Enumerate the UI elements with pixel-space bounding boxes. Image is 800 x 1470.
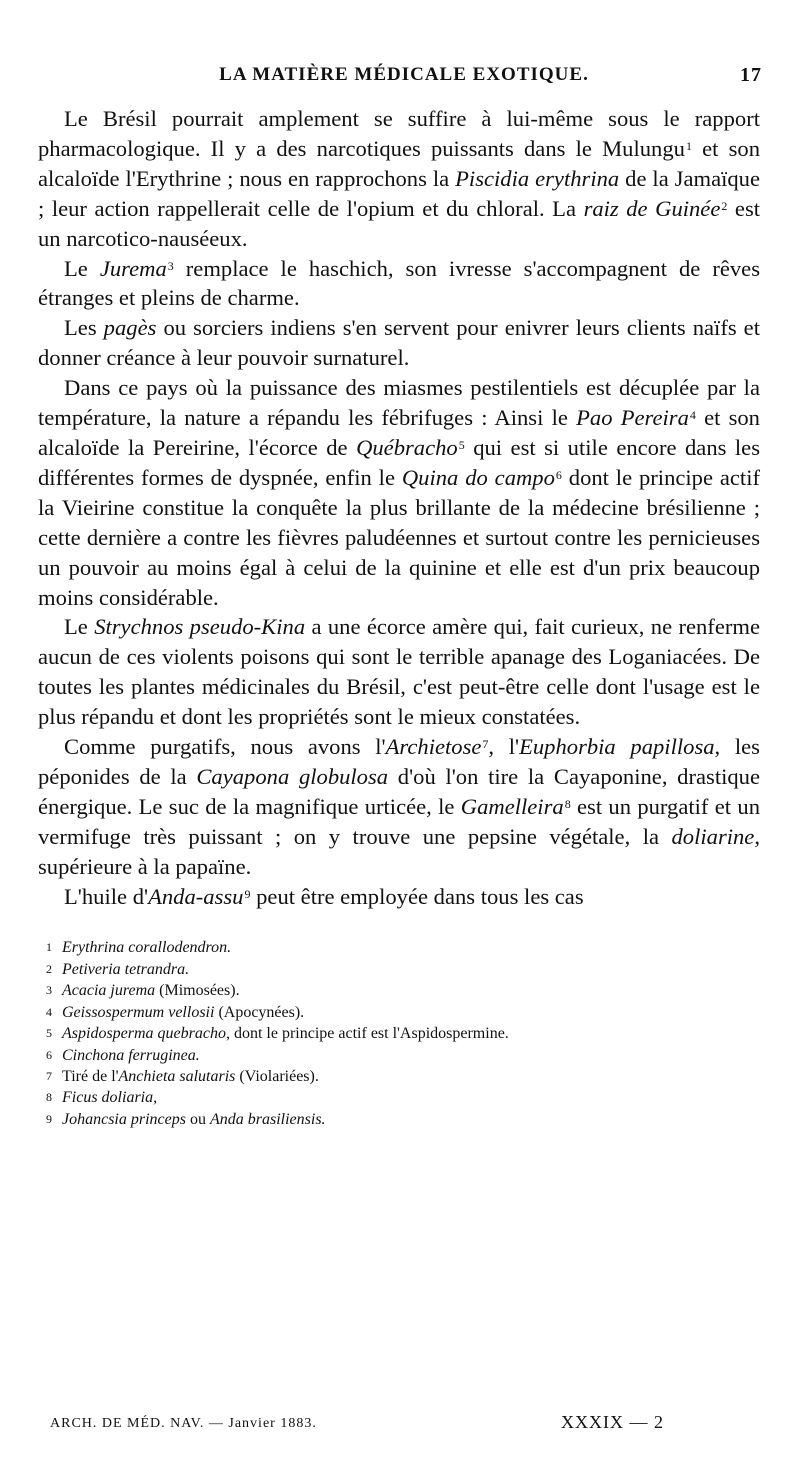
italic-term: doliarine [671,823,755,849]
text-run: de la Jamaïque ; leur action rappellerait celle de l'opium et du chloral. La [38,165,760,221]
paragraph [38,104,760,254]
footer-volume-sheet: XXXIX — 2 [561,1412,664,1432]
footnote-ref: 9 [244,886,251,901]
footnote [46,1087,760,1108]
text-run: ou [185,1110,210,1128]
text-run: est un purgatif et un vermifuge très puissant ; on y trouve une pepsine végétale, la [38,793,760,849]
text-run: Le [64,255,100,281]
paragraph [38,732,760,882]
text-run: , l' [488,734,520,760]
italic-term: Quina do campo [401,464,555,490]
text-run: dont le principe actif la Vieirine constitue la conquête la plus brillante de la médecine brésilienne ; cette dernière a contre les fièvres paludéennes et surtout contre les pernicieuses un pouvoir au moins égal à celui de la quinine et elle est d'un prix beaucoup moins considérable. [38,464,760,610]
footnote [46,1002,760,1023]
running-title: LA MATIÈRE MÉDICALE EXOTIQUE. [219,64,589,85]
text-run: , supérieure à la papaïne. [38,823,760,879]
italic-term: Anchieta salutaris [118,1067,236,1085]
paragraph [38,882,760,912]
text-run: et son alcaloïde l'Erythrine ; nous en rapprochons la [38,135,760,191]
italic-term: Cayapona globulosa [196,763,389,789]
footnote-ref: 7 [482,737,489,752]
italic-term: Pao Pereira [576,405,689,431]
italic-term: pagès [103,315,157,341]
footnote [46,1023,760,1044]
footnote [46,1109,760,1130]
text-run: , les péponides de la [38,734,760,789]
footnote-number: 5 [46,1026,52,1041]
italic-term: Acacia jurema [62,982,156,1000]
italic-term: Strychnos pseudo-Kina [94,614,306,640]
page-footer [50,1412,664,1432]
text-run: Tiré de l' [62,1067,119,1085]
text-run: Comme purgatifs, nous avons l' [64,734,386,760]
italic-term: Petiveria tetrandra. [62,960,190,978]
footnote-number: 1 [46,940,52,955]
footnote-number: 7 [46,1068,52,1083]
italic-term: Cinchona ferruginea. [62,1046,200,1064]
italic-term: Gamelleira [460,793,564,819]
footnote [46,1045,760,1066]
text-run: Le Brésil pourrait amplement se suffire à lui-même sous le rapport pharmacologique. Il y a des narcotiques puissants dans le Mulungu [38,106,760,161]
italic-term: Archietose [385,734,482,760]
text-run: remplace le haschich, son ivresse s'accompagnent de rêves étranges et pleins de charme. [38,255,761,311]
text-run: Les [64,315,104,341]
footnote-number: 6 [46,1047,52,1062]
footnote [46,980,760,1001]
page-number: 17 [740,64,762,86]
footnote [46,959,760,980]
italic-term: Jurema [99,255,167,281]
text-run: Dans ce pays où la puissance des miasmes pestilentiels est décuplée par la température, la nature a répandu les fébrifuges : Ainsi le [38,375,760,431]
text-run: (Violariées). [235,1067,319,1085]
paragraph [38,313,760,373]
italic-term: raiz de Guinée [583,195,721,221]
italic-term: Euphorbia papillosa [519,734,715,760]
footnote-number: 9 [46,1111,52,1126]
footnote [46,1066,760,1087]
footnote-number: 4 [46,1004,52,1019]
footnotes [38,937,760,1130]
text-run: ou sorciers indiens s'en servent pour enivrer leurs clients naïfs et donner créance à leur pouvoir surnaturel. [38,315,760,371]
italic-term: Johancsia princeps [62,1110,186,1128]
paragraph [38,612,760,732]
paragraph [38,373,760,612]
paragraph [38,254,760,314]
italic-term: Anda-assu [148,883,244,909]
footnote-ref: 8 [564,796,571,811]
footnote-ref: 4 [689,408,696,423]
running-header [38,64,760,104]
footnote-ref: 3 [167,258,174,273]
footnote-ref: 5 [458,437,465,452]
italic-term: Geissospermum vellosii [62,1003,215,1021]
footnote-number: 2 [46,961,52,976]
text-run: est un narcotico-nauséeux. [38,195,761,251]
text-run: L'huile d' [64,883,149,909]
text-run: qui est si utile encore dans les différentes formes de dyspnée, enfin le [38,434,761,490]
text-run: Le [64,614,95,640]
page [38,64,760,1130]
italic-term: Erythrina corallodendron. [62,939,232,957]
italic-term: Piscidia erythrina [455,165,620,191]
footnote-ref: 1 [685,138,692,153]
italic-term: Anda brasiliensis. [209,1110,326,1128]
text-run: a une écorce amère qui, fait curieux, ne renferme aucun de ces violents poisons qui sont le terrible apanage des Loganiacées. De toutes les plantes médicinales du Brésil, c'est peut-être celle dont l'usage est le plus répandu et dont les propriétés sont le mieux constatées. [38,614,760,730]
footnote-ref: 2 [721,198,728,213]
italic-term: Aspidosperma quebracho, [62,1025,230,1043]
footnote-number: 3 [46,983,52,998]
italic-term: Québracho [356,434,458,460]
text-run: (Apocynées). [214,1003,305,1021]
footnote-ref: 6 [555,467,562,482]
text-run: dont le principe actif est l'Aspidospermine. [229,1025,509,1043]
text-run: et son alcaloïde la Pereirine, l'écorce de [38,405,760,460]
text-run: peut être employée dans tous les cas [250,883,584,909]
text-run: d'où l'on tire la Cayaponine, drastique énergique. Le suc de la magnifique urticée, le [38,763,761,819]
body-text [38,104,760,911]
italic-term: Ficus doliaria, [62,1089,158,1107]
footnote [46,937,760,958]
footnote-number: 8 [46,1090,52,1105]
footer-journal-date: ARCH. DE MÉD. NAV. — Janvier 1883. [50,1416,317,1431]
text-run: (Mimosées). [155,982,240,1000]
